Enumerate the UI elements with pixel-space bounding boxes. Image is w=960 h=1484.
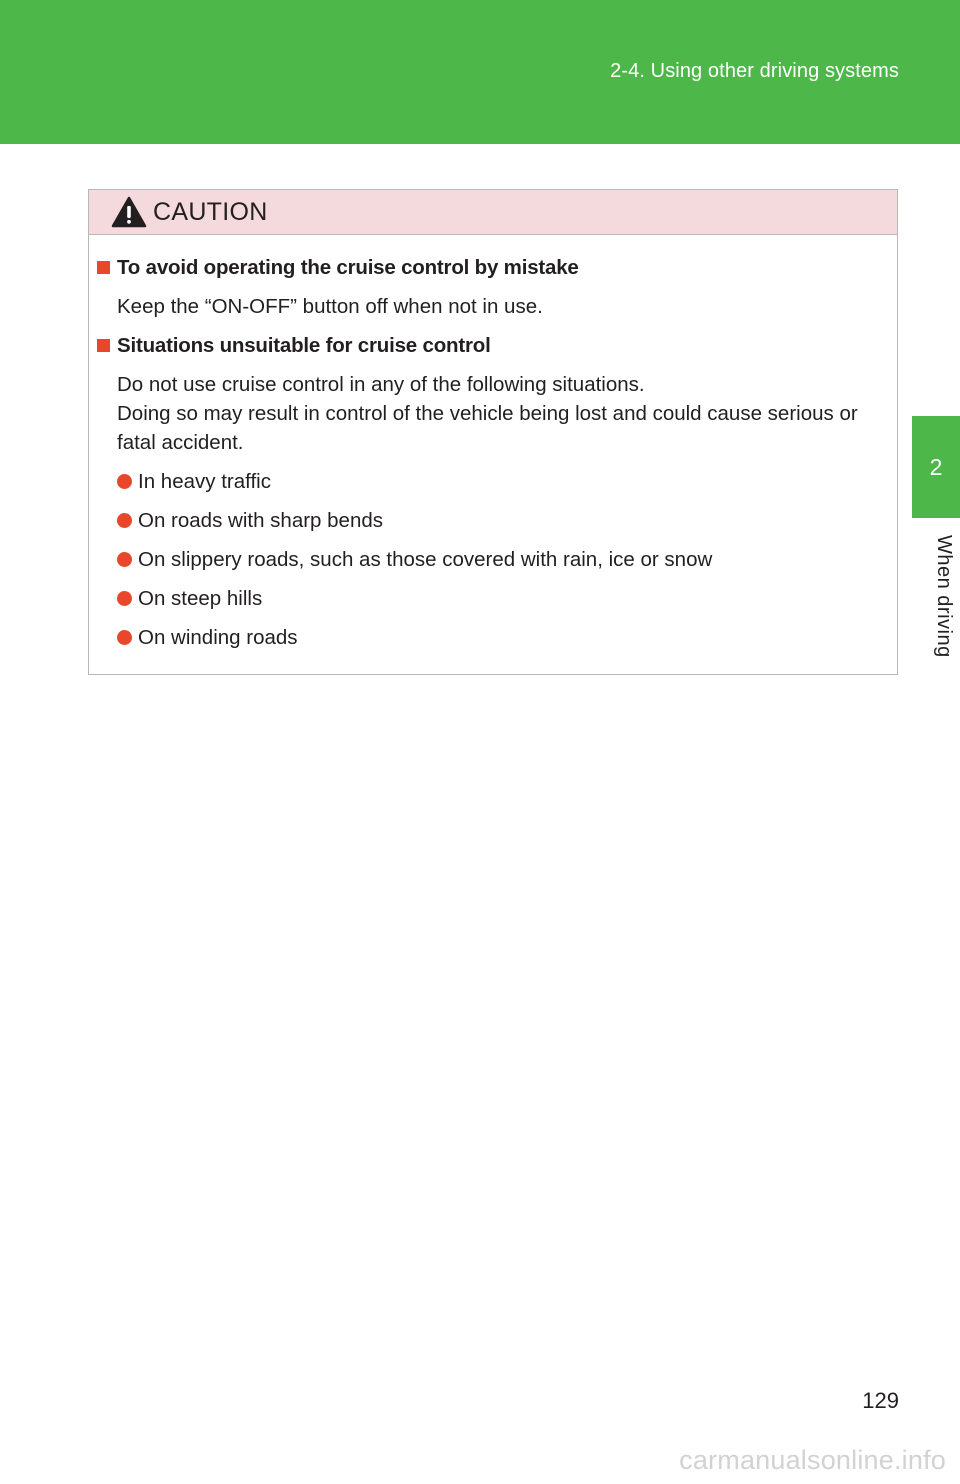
list-item-text: On roads with sharp bends — [138, 509, 383, 532]
round-bullet-icon — [117, 513, 132, 528]
caution-title: CAUTION — [153, 197, 268, 226]
list-item — [117, 623, 897, 652]
list-item-text: On steep hills — [138, 587, 263, 610]
chapter-tab — [912, 416, 960, 518]
chapter-label: When driving — [933, 535, 955, 658]
round-bullet-icon — [117, 630, 132, 645]
square-bullet-icon — [97, 261, 110, 274]
chapter-number: 2 — [929, 453, 943, 480]
topic-heading — [97, 253, 897, 282]
list-item — [117, 506, 897, 535]
paragraph-line: Doing so may result in control of the vehicle being lost and could cause serious or fatal accident. — [117, 402, 858, 454]
list-item — [117, 584, 897, 613]
topic-paragraph — [97, 370, 897, 457]
topic-heading — [97, 331, 897, 360]
list-item-text: On slippery roads, such as those covered with rain, ice or snow — [138, 548, 713, 571]
round-bullet-icon — [117, 591, 132, 606]
list-item-text: On winding roads — [138, 626, 298, 649]
round-bullet-icon — [117, 474, 132, 489]
page-number: 129 — [862, 1388, 899, 1413]
paragraph-line: Do not use cruise control in any of the following situations. — [117, 373, 645, 396]
section-title: 2-4. Using other driving systems — [610, 60, 899, 82]
list-item-text: In heavy traffic — [138, 470, 271, 493]
warning-triangle-icon — [111, 195, 149, 229]
caution-header — [89, 190, 897, 235]
list-item — [117, 467, 897, 496]
caution-body — [89, 235, 897, 652]
caution-box — [88, 189, 898, 675]
situation-list — [97, 467, 897, 652]
topic-heading-text: Situations unsuitable for cruise control — [117, 334, 491, 357]
topic-paragraph — [97, 292, 897, 321]
watermark: carmanualsonline.info — [679, 1445, 946, 1475]
paragraph-line: Keep the “ON-OFF” button off when not in use. — [117, 295, 543, 318]
topic-heading-text: To avoid operating the cruise control by mistake — [117, 256, 579, 279]
list-item — [117, 545, 897, 574]
round-bullet-icon — [117, 552, 132, 567]
square-bullet-icon — [97, 339, 110, 352]
